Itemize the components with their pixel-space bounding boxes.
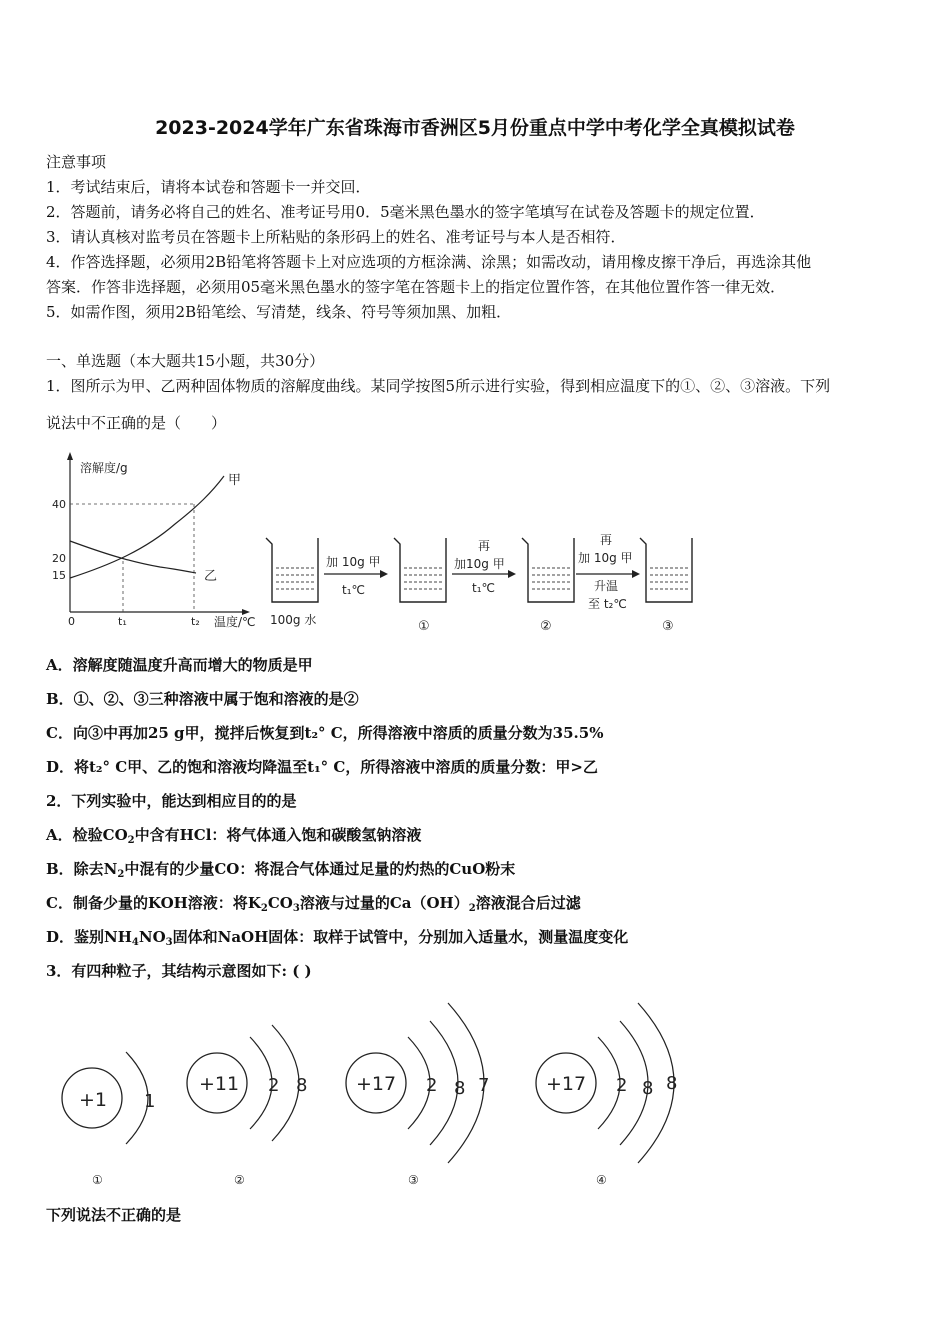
q1-option-c: C．向③中再加25 g甲，搅拌后恢复到t₂° C，所得溶液中溶质的质量分数为35.5% (46, 724, 604, 742)
q2-option-d (46, 927, 628, 947)
atom-structures (50, 995, 750, 1195)
start-label: 100g 水 (270, 613, 317, 627)
beaker-water (266, 538, 318, 602)
q2-d-text-1: D．鉴别NH (46, 928, 132, 946)
curve-jia-label: 甲 (228, 473, 242, 488)
notice-item-5: 5．如需作图，须用2B铅笔绘、写清楚，线条、符号等须加黑、加粗． (46, 303, 512, 321)
q2-b-text-2: 中混有的少量CO：将混合气体通过足量的灼热的CuO粉末 (124, 860, 516, 878)
q2-c-sub-1: 2 (260, 903, 268, 914)
beaker-1 (394, 538, 446, 602)
q1-option-b: B．①、②、③三种溶液中属于饱和溶液的是② (46, 690, 359, 708)
shell-4-2-count: 8 (642, 1078, 654, 1099)
nucleus-2-charge: +11 (199, 1073, 240, 1095)
q2-c-text-1: C．制备少量的KOH溶液：将K (46, 894, 261, 912)
beaker-1-label: ① (418, 619, 430, 634)
nucleus-3-charge: +17 (356, 1073, 397, 1095)
graph-ytick-40: 40 (52, 498, 66, 511)
particle-3-label: ③ (408, 1173, 419, 1187)
arrow3-bottom1: 升温 (594, 579, 619, 593)
q2-c-sub-2: 3 (292, 903, 300, 914)
arrow1-bottom: t₁℃ (342, 583, 365, 597)
particle-1-label: ① (92, 1173, 103, 1187)
shell-2-1-count: 2 (268, 1075, 280, 1096)
q2-d-sub-2: 3 (165, 937, 173, 948)
q1-stem-line2: 说法中不正确的是（ ） (46, 414, 227, 432)
nucleus-4-charge: +17 (546, 1073, 587, 1095)
graph-origin: 0 (68, 615, 75, 628)
shell-4-1-count: 2 (616, 1075, 628, 1096)
particle-2-label: ② (234, 1173, 245, 1187)
q2-a-sub-1: 2 (127, 835, 135, 846)
particle-1 (62, 1052, 155, 1187)
section-heading: 一、单选题（本大题共15小题，共30分） (46, 352, 325, 370)
particle-4 (536, 1003, 677, 1187)
q2-c-text-3: 溶液与过量的Ca（OH） (299, 894, 469, 912)
arrow-2-head (508, 570, 516, 578)
shell-3-3-count: 7 (478, 1075, 490, 1096)
q1-option-a: A．溶解度随温度升高而增大的物质是甲 (46, 656, 313, 674)
page-title: 2023-2024学年广东省珠海市香洲区5月份重点中学中考化学全真模拟试卷 (155, 117, 795, 139)
q2-b-sub-1: 2 (117, 869, 125, 880)
q2-c-text-2: CO (267, 894, 293, 912)
particle-3 (346, 1003, 489, 1187)
q1-option-d: D．将t₂° C甲、乙的饱和溶液均降温至t₁° C，所得溶液中溶质的质量分数：甲>乙 (46, 758, 598, 776)
particle-2 (187, 1025, 307, 1187)
q2-d-sub-1: 4 (131, 937, 139, 948)
graph-xtick-t1: t₁ (118, 615, 127, 628)
q2-a-text-2: 中含有HCl：将气体通入饱和碳酸氢钠溶液 (134, 826, 422, 844)
curve-yi (70, 541, 196, 573)
graph-xlabel: 温度/℃ (214, 615, 256, 629)
graph-ytick-20: 20 (52, 552, 66, 565)
shell-1-1-count: 1 (144, 1091, 156, 1112)
q2-stem: 2．下列实验中，能达到相应目的的是 (46, 792, 297, 810)
beaker-2 (522, 538, 574, 602)
curve-jia (70, 476, 224, 578)
notice-item-4-cont: 答案．作答非选择题，必须用05毫米黑色墨水的签字笔在答题卡上的指定位置作答，在其他位置作答一律无效． (46, 278, 786, 296)
arrow3-bottom2: 至 t₂℃ (588, 597, 627, 611)
q2-option-b (46, 859, 515, 879)
experiment-flow (260, 530, 720, 640)
shell-3-1-count: 2 (426, 1075, 438, 1096)
notice-item-4: 4．作答选择题，必须用2B铅笔将答题卡上对应选项的方框涂满、涂黑；如需改动，请用橡皮擦干净后，再选涂其他 (46, 253, 812, 271)
q2-option-c (46, 893, 581, 913)
notice-item-3: 3．请认真核对监考员在答题卡上所粘贴的条形码上的姓名、准考证号与本人是否相符． (46, 228, 626, 246)
arrow2-top2: 加10g 甲 (454, 557, 505, 571)
q3-stem: 3．有四种粒子，其结构示意图如下: ( ) (46, 962, 312, 980)
notice-heading: 注意事项 (46, 153, 107, 171)
q1-stem-line1: 1．图所示为甲、乙两种固体物质的溶解度曲线。某同学按图5所示进行实验，得到相应温度下的①、②、③溶液。下列 (46, 377, 831, 395)
graph-xtick-t2: t₂ (191, 615, 200, 628)
arrow-3-head (632, 570, 640, 578)
particle-4-label: ④ (596, 1173, 607, 1187)
q3-followup: 下列说法不正确的是 (46, 1206, 182, 1224)
arrow-1-head (380, 570, 388, 578)
shell-3-2-count: 8 (454, 1078, 466, 1099)
beaker-3-label: ③ (662, 619, 674, 634)
q2-d-text-3: 固体和NaOH固体：取样于试管中，分别加入适量水，测量温度变化 (172, 928, 629, 946)
q2-b-text-1: B．除去N (46, 860, 118, 878)
q2-c-text-4: 溶液混合后过滤 (475, 894, 581, 912)
graph-y-arrow (67, 452, 73, 460)
shell-4-3-count: 8 (666, 1073, 678, 1094)
arrow3-top2: 加 10g 甲 (578, 551, 633, 565)
notice-item-2: 2．答题前，请务必将自己的姓名、准考证号用0．5毫米黑色墨水的签字笔填写在试卷及答题卡的规定位置． (46, 203, 765, 221)
beaker-2-label: ② (540, 619, 552, 634)
q2-d-text-2: NO (138, 928, 166, 946)
graph-ytick-15: 15 (52, 569, 66, 582)
arrow2-bottom: t₁℃ (472, 581, 495, 595)
notice-item-1: 1．考试结束后，请将本试卷和答题卡一并交回． (46, 178, 371, 196)
q2-a-text-1: A．检验CO (46, 826, 128, 844)
arrow2-top1: 再 (478, 539, 491, 553)
arrow1-top: 加 10g 甲 (326, 555, 381, 569)
graph-ylabel: 溶解度/g (80, 461, 128, 475)
nucleus-1-charge: +1 (79, 1089, 108, 1111)
q2-c-sub-3: 2 (468, 903, 476, 914)
beaker-3 (640, 538, 692, 602)
arrow3-top1: 再 (600, 533, 613, 547)
curve-yi-label: 乙 (204, 569, 218, 584)
q2-option-a (46, 825, 421, 845)
shell-2-2-count: 8 (296, 1075, 308, 1096)
